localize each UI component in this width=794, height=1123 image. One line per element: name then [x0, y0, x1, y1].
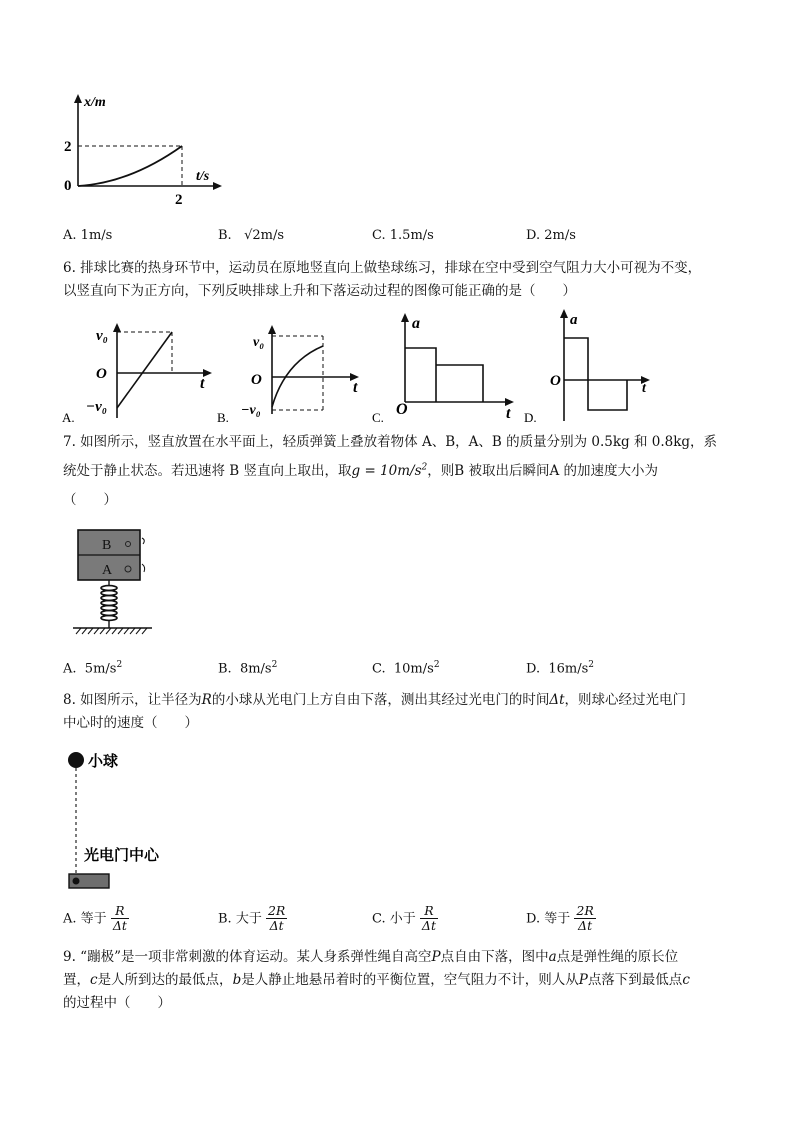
- q5-option-d[interactable]: D. 2m/s: [526, 228, 576, 243]
- q7-stem: [63, 432, 743, 511]
- q7-g-value: $g = 10m/s^2$: [351, 462, 428, 479]
- q5-xlabel: t/s: [196, 169, 210, 184]
- q8-gate-label: 光电门中心: [84, 848, 160, 864]
- q6a-origin: O: [96, 366, 107, 382]
- q5-option-a[interactable]: A. 1m/s: [63, 228, 113, 243]
- q6a-v0: v₀: [96, 328, 108, 344]
- q6b-t: t: [353, 379, 358, 396]
- q6d-t: t: [642, 381, 646, 396]
- q6c-letter: C.: [372, 410, 384, 425]
- q6a-t: t: [200, 375, 205, 392]
- q7-block-a: A: [102, 563, 113, 578]
- q6-graph-d[interactable]: [522, 306, 672, 426]
- q5-figure: [60, 88, 230, 208]
- q7-option-a[interactable]: A. $5m/s^2$: [63, 660, 123, 677]
- q5-ylabel: x/m: [84, 95, 106, 110]
- q8-ball-label: 小球: [88, 754, 119, 770]
- q8-b-fraction: $\frac{2R}{\Delta t}$: [267, 903, 286, 934]
- q8-c-fraction: $\frac{R}{\Delta t}$: [421, 903, 436, 934]
- q6b-v0: v₀: [253, 335, 265, 350]
- q6-graph-c[interactable]: [370, 310, 530, 426]
- xt-graph: [60, 88, 230, 208]
- q6-graph-b[interactable]: [215, 322, 375, 426]
- q9-line2: 置，c是人所到达的最低点，b是人静止地悬吊着时的平衡位置，空气阻力不计，则人从P点落下到最低点c: [63, 971, 690, 988]
- q6a-letter: A.: [62, 410, 75, 425]
- q8-a-fraction: $\frac{R}{\Delta t}$: [112, 903, 127, 934]
- q8-option-d[interactable]: D. 等于 $\frac{2R}{\Delta t}$: [526, 903, 594, 934]
- q8-option-a[interactable]: A. 等于 $\frac{R}{\Delta t}$: [63, 903, 127, 934]
- q9-stem: [63, 946, 743, 1015]
- q8-figure: [62, 744, 192, 892]
- q5-origin: 0: [64, 178, 72, 194]
- q5-option-c[interactable]: C. 1.5m/s: [372, 228, 434, 243]
- q6c-a: a: [412, 315, 420, 332]
- q8-line1: 8. 如图所示，让半径为R的小球从光电门上方自由下落，测出其经过光电门的时间Δt，则球心经过光电门: [63, 692, 687, 708]
- q7-line3: （ ）: [63, 491, 117, 508]
- q7-block-b: B: [102, 538, 112, 553]
- q6d-letter: D.: [524, 410, 537, 425]
- q9-line1: 9. “蹦极”是一项非常刺激的体育运动。某人身系弹性绳自高空P点自由下落，图中a点是弹性绳的原长位: [63, 949, 679, 965]
- q6c-origin: O: [396, 401, 408, 418]
- q8-line2: 中心时的速度（ ）: [63, 714, 198, 731]
- q7-figure: [70, 524, 160, 640]
- q7-line2: 统处于静止状态。若迅速将 B 竖直向上取出，取$g = 10m/s^2$，则B 被取出后瞬间A 的加速度大小为: [63, 462, 659, 479]
- q6-stem: [63, 258, 743, 302]
- q5-option-b[interactable]: B. √2m/s: [218, 228, 285, 243]
- q6b-origin: O: [251, 372, 262, 388]
- q6d-a: a: [570, 312, 578, 328]
- q7-option-b[interactable]: B. $8m/s^2$: [218, 660, 278, 677]
- q8-d-fraction: $\frac{2R}{\Delta t}$: [576, 903, 594, 934]
- q8-option-b[interactable]: B. 大于 $\frac{2R}{\Delta t}$: [218, 903, 286, 934]
- q7-option-d[interactable]: D. $16m/s^2$: [526, 660, 595, 677]
- q5-tick-x: 2: [175, 192, 183, 208]
- q8-option-c[interactable]: C. 小于 $\frac{R}{\Delta t}$: [372, 903, 436, 934]
- q6c-t: t: [506, 405, 511, 422]
- q6b-letter: B.: [217, 410, 229, 425]
- q6-line2: 以竖直向下为正方向，下列反映排球上升和下落运动过程的图像可能正确的是（ ）: [63, 282, 576, 299]
- q7-line1: 7. 如图所示，竖直放置在水平面上，轻质弹簧上叠放着物体 A、B，A、B 的质量分别为 0.5kg 和 0.8kg，系: [63, 434, 718, 450]
- q5-tick-y: 2: [64, 139, 72, 155]
- q6d-origin: O: [550, 373, 561, 389]
- q6b-neg-v0: −v₀: [241, 403, 261, 418]
- q6-graph-a[interactable]: [60, 318, 220, 426]
- q7-option-c[interactable]: C. $10m/s^2$: [372, 660, 440, 677]
- q6a-neg-v0: −v₀: [86, 399, 107, 415]
- q8-stem: [63, 690, 743, 734]
- q9-line3: 的过程中（ ）: [63, 994, 171, 1011]
- q6-line1: 6. 排球比赛的热身环节中，运动员在原地竖直向上做垫球练习，排球在空中受到空气阻力大小可视为不变，: [63, 260, 702, 276]
